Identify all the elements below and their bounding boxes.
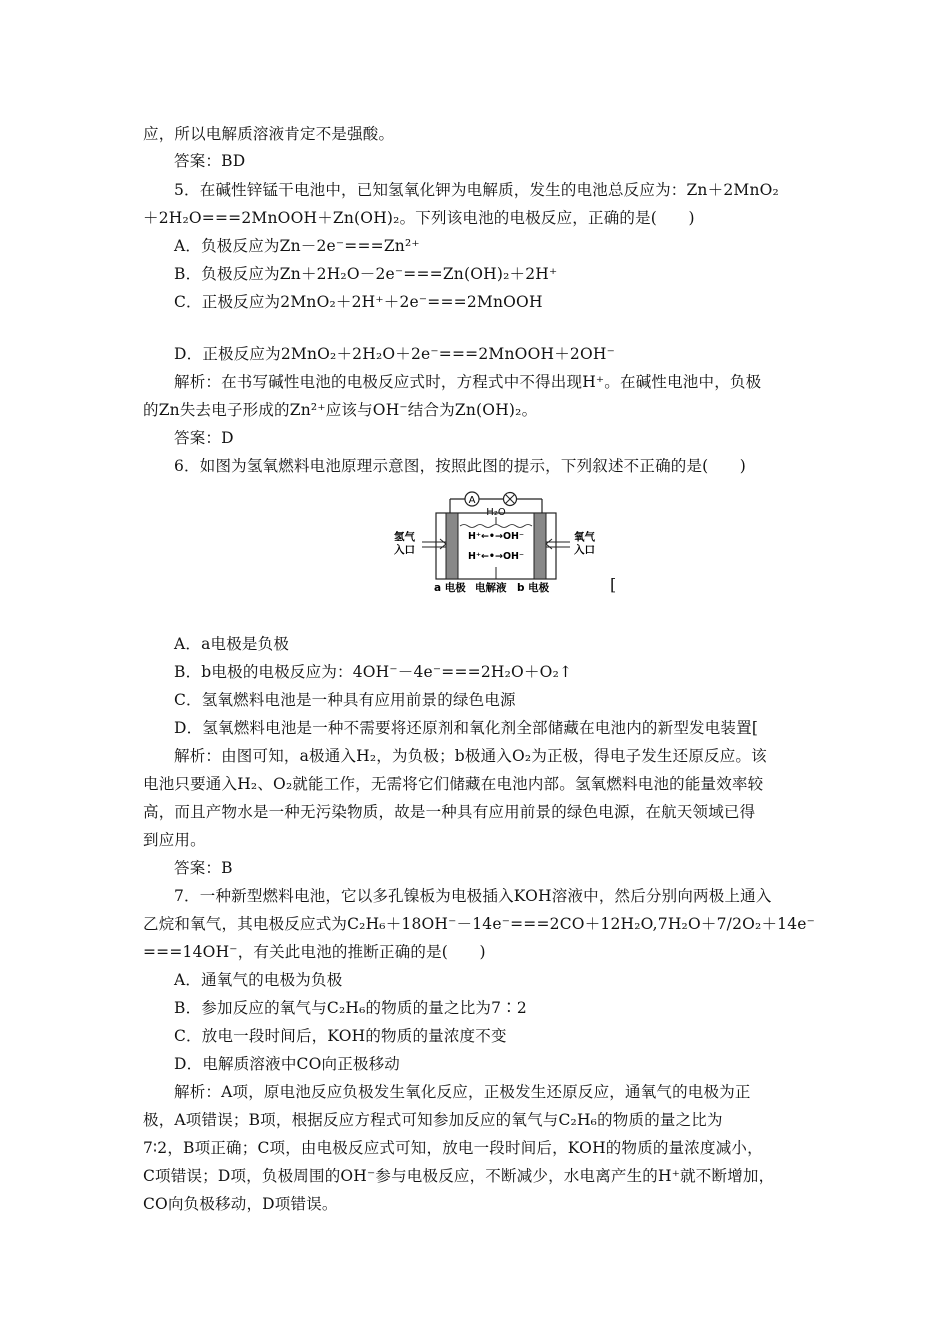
question-7-stem-cont: 乙烷和氧气，其电极反应式为C₂H₆＋18OH⁻－14e⁻===2CO＋12H₂O,7H₂O＋7/2O₂＋14e⁻ xyxy=(143,915,816,933)
stray-bracket: [ xyxy=(610,575,617,594)
water-label: H₂O xyxy=(486,507,506,518)
hydrogen-inlet-label-2: 入口 xyxy=(394,544,415,556)
question-6-stem: 6．如图为氢氧燃料电池原理示意图，按照此图的提示，下列叙述不正确的是( ) xyxy=(174,457,747,475)
hydrogen-inlet-label: 氢气 xyxy=(394,531,415,543)
ammeter-label: A xyxy=(468,495,476,506)
question-5-option-c: C．正极反应为2MnO₂＋2H⁺＋2e⁻===2MnOOH xyxy=(174,293,543,311)
question-5-option-d: D．正极反应为2MnO₂＋2H₂O＋2e⁻===2MnOOH＋2OH⁻ xyxy=(174,345,615,363)
question-6-analysis: 解析：由图可知，a极通入H₂，为负极；b极通入O₂为正极，得电子发生还原反应。该 xyxy=(174,747,767,765)
question-7-analysis-cont: 7∶2，B项正确；C项，由电极反应式可知，放电一段时间后，KOH的物质的量浓度减小， xyxy=(143,1139,763,1157)
question-7-analysis-cont: 极，A项错误；B项，根据反应方程式可知参加反应的氧气与C₂H₆的物质的量之比为 xyxy=(143,1111,723,1129)
question-6-analysis-cont: 高，而且产物水是一种无污染物质，故是一种具有应用前景的绿色电源，在航天领域已得 xyxy=(143,803,756,821)
question-7-stem: 7．一种新型燃料电池，它以多孔镍板为电极插入KOH溶液中，然后分别向两极上通入 xyxy=(174,887,772,905)
ion-row-2: H⁺←•→OH⁻ xyxy=(468,551,524,562)
question-7-option-d: D．电解质溶液中CO向正极移动 xyxy=(174,1055,400,1073)
question-7-stem-cont: ===14OH⁻，有关此电池的推断正确的是( ) xyxy=(143,943,486,961)
question-7-analysis: 解析：A项，原电池反应负极发生氧化反应，正极发生还原反应，通氧气的电极为正 xyxy=(174,1083,751,1101)
question-6-analysis-cont: 电池只要通入H₂、O₂就能工作，无需将它们储藏在电池内部。氢氧燃料电池的能量效率较 xyxy=(143,775,764,793)
ion-row-1: H⁺←•→OH⁻ xyxy=(468,531,524,542)
fuel-cell-diagram xyxy=(392,487,602,597)
question-7-option-a: A．通氧气的电极为负极 xyxy=(174,971,343,989)
electrolyte-label: 电解液 xyxy=(475,582,507,594)
question-5-option-a: A．负极反应为Zn－2e⁻===Zn²⁺ xyxy=(174,237,420,255)
question-6-option-d: D．氢氧燃料电池是一种不需要将还原剂和氧化剂全部储藏在电池内的新型发电装置[ xyxy=(174,719,759,737)
question-5-stem: 5．在碱性锌锰干电池中，已知氢氧化钾为电解质，发生的电池总反应为：Zn＋2MnO₂ xyxy=(174,181,779,199)
question-6-answer: 答案：B xyxy=(174,859,233,877)
electrode-b-label: b 电极 xyxy=(517,582,550,594)
oxygen-inlet-label: 氧气 xyxy=(574,531,595,543)
oxygen-inlet-label-2: 入口 xyxy=(574,544,595,556)
question-5-analysis: 解析：在书写碱性电池的电极反应式时，方程式中不得出现H⁺。在碱性电池中，负极 xyxy=(174,373,762,391)
question-5-analysis-cont: 的Zn失去电子形成的Zn²⁺应该与OH⁻结合为Zn(OH)₂。 xyxy=(143,401,538,419)
question-6-option-a: A．a电极是负极 xyxy=(174,635,290,653)
text-line: 应，所以电解质溶液肯定不是强酸。 xyxy=(143,125,395,143)
question-6-option-c: C．氢氧燃料电池是一种具有应用前景的绿色电源 xyxy=(174,691,516,709)
question-7-option-c: C．放电一段时间后，KOH的物质的量浓度不变 xyxy=(174,1027,507,1045)
electrode-a-label: a 电极 xyxy=(434,582,466,594)
question-7-analysis-cont: CO向负极移动，D项错误。 xyxy=(143,1195,338,1213)
electrode-a xyxy=(446,513,458,579)
question-7-option-b: B．参加反应的氧气与C₂H₆的物质的量之比为7∶2 xyxy=(174,999,527,1017)
electrode-b xyxy=(534,513,546,579)
question-5-answer: 答案：D xyxy=(174,429,234,447)
question-6-analysis-cont: 到应用。 xyxy=(143,831,206,849)
question-5-stem-cont: ＋2H₂O===2MnOOH＋Zn(OH)₂。下列该电池的电极反应，正确的是( ) xyxy=(143,209,695,227)
question-6-option-b: B．b电极的电极反应为：4OH⁻－4e⁻===2H₂O＋O₂↑ xyxy=(174,663,573,681)
answer-line: 答案：BD xyxy=(174,152,246,170)
question-7-analysis-cont: C项错误；D项，负极周围的OH⁻参与电极反应，不断减少，水电离产生的H⁺就不断增加， xyxy=(143,1167,775,1185)
question-5-option-b: B．负极反应为Zn＋2H₂O－2e⁻===Zn(OH)₂＋2H⁺ xyxy=(174,265,558,283)
